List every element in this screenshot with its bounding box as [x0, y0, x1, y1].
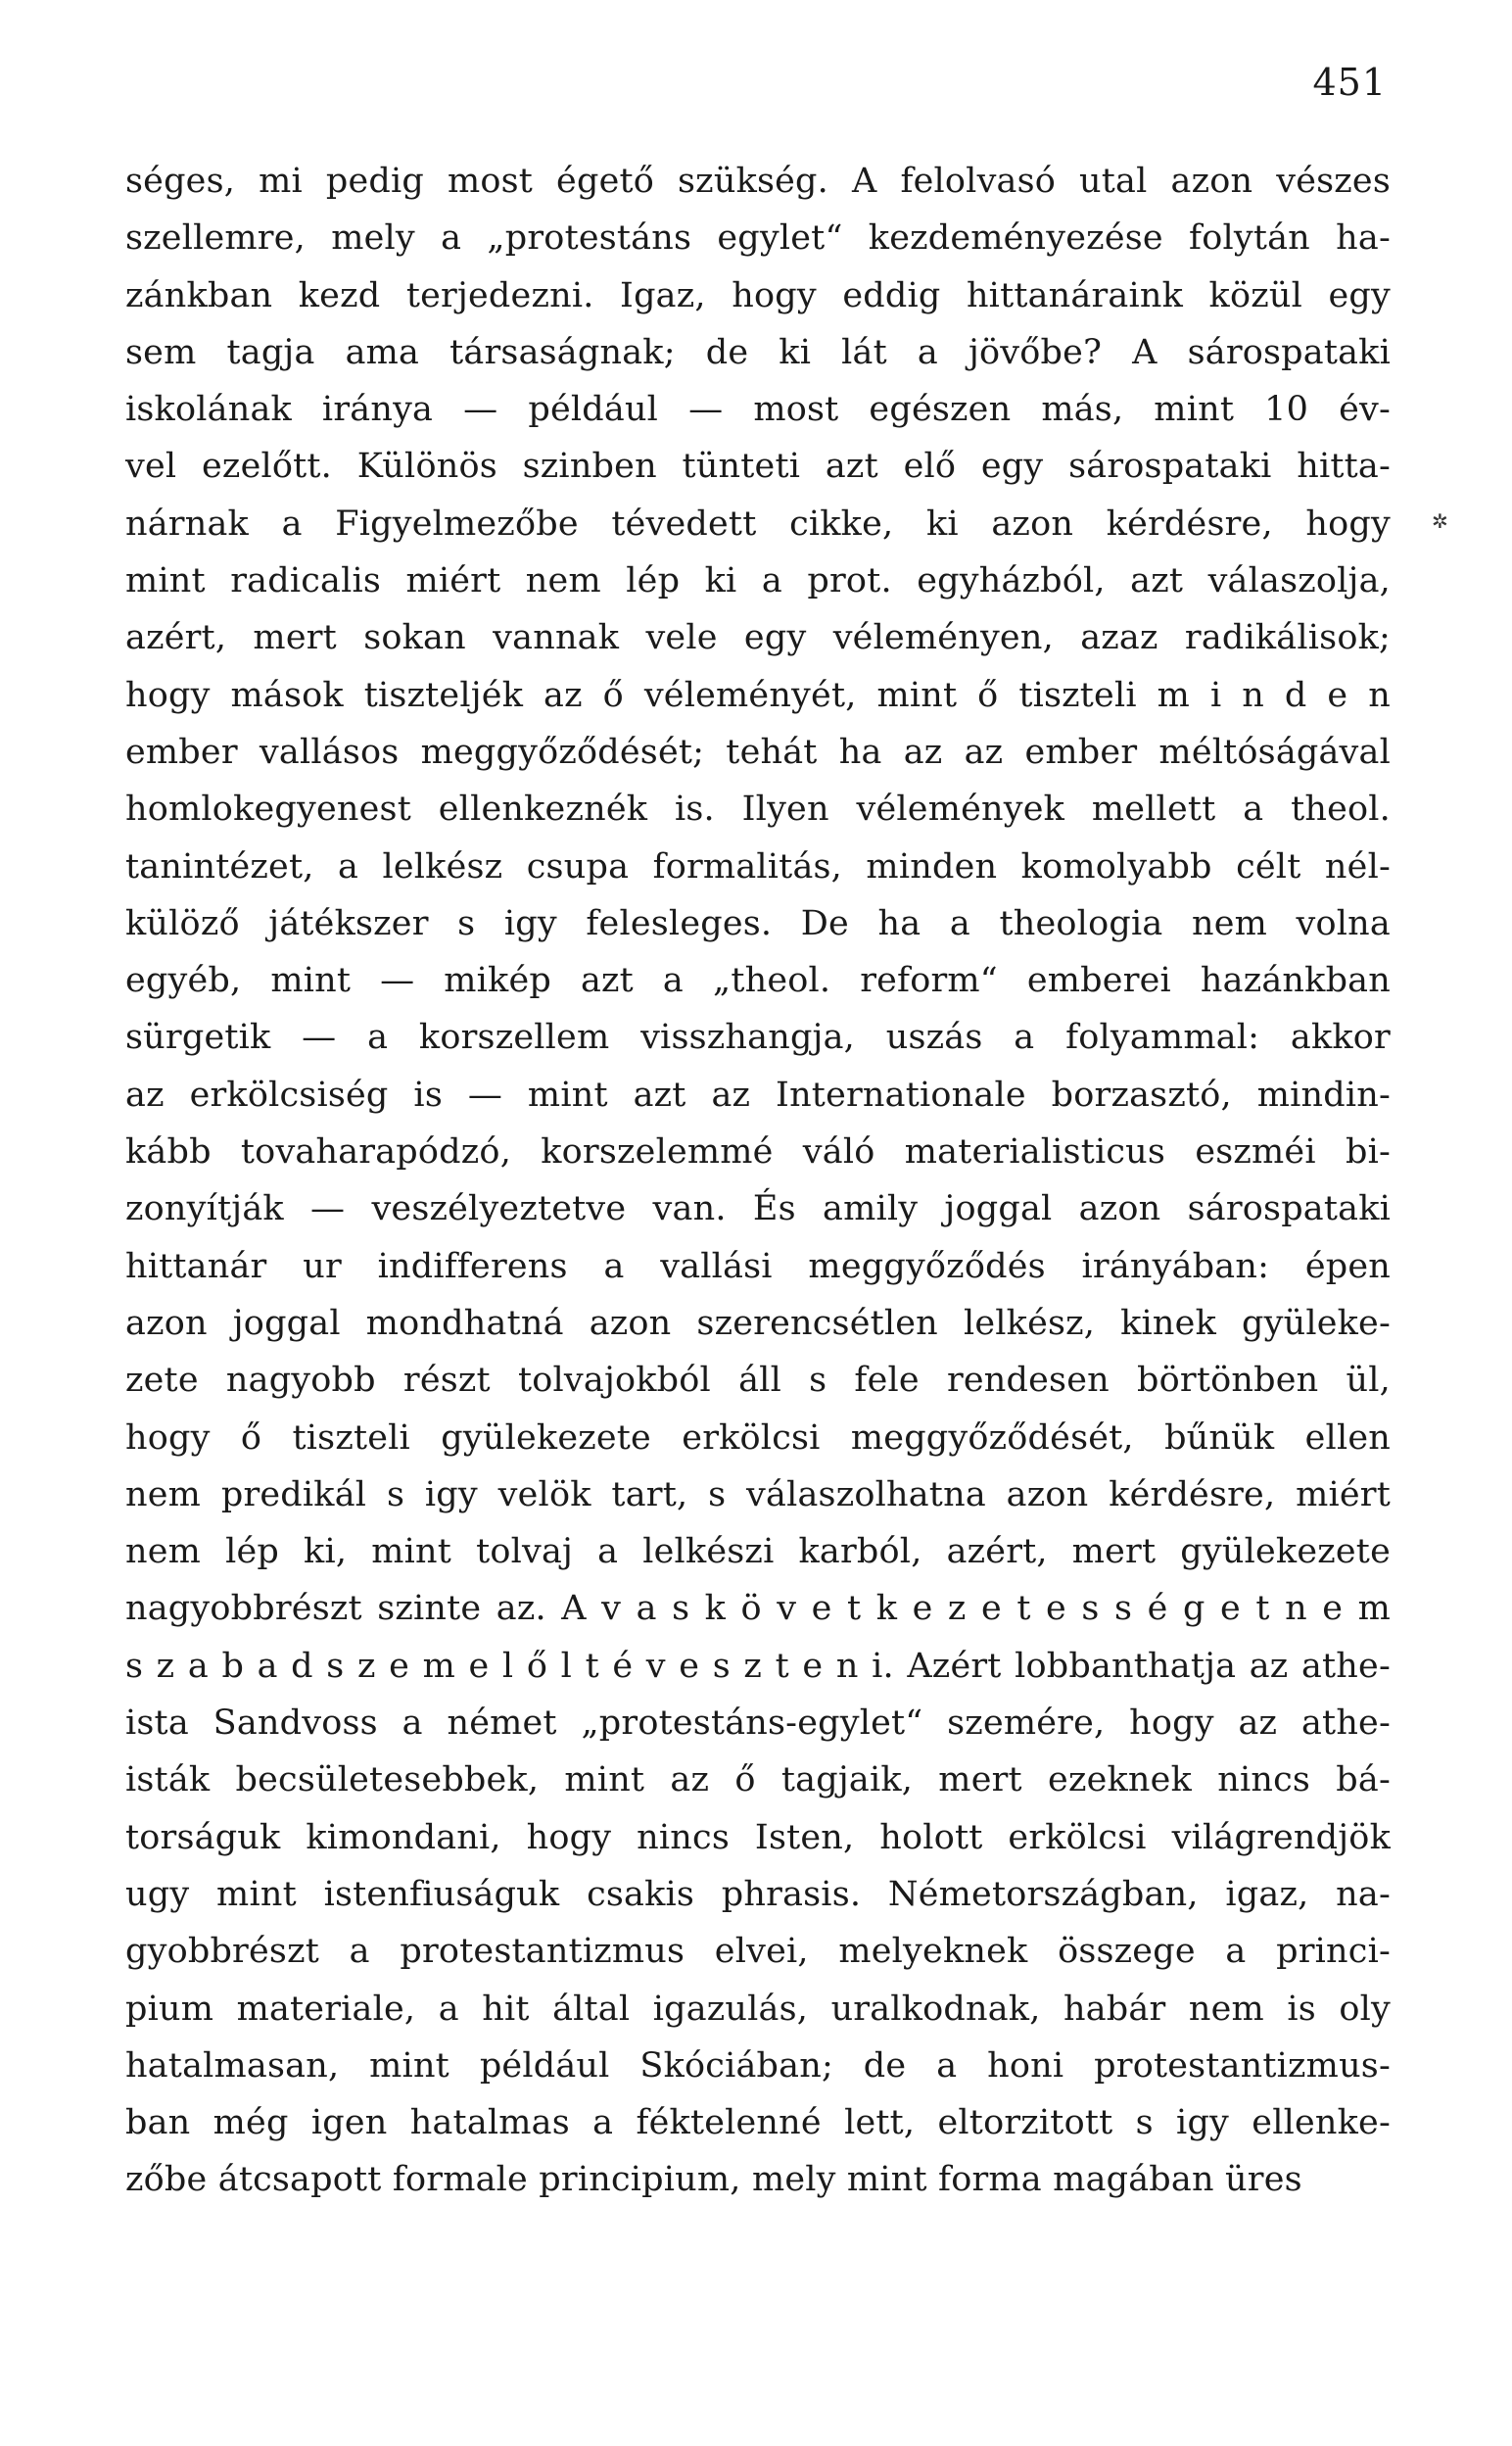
- text-line: tanintézet, a lelkész csupa formalitás, minden komolyabb célt nél-: [125, 846, 1391, 887]
- text-line: torságuk kimondani, hogy nincs Isten, holott erkölcsi világrendjök: [125, 1817, 1391, 1857]
- text-line: s z a b a d s z e m e l ő l t é v e s z t e n i. Azért lobbanthatja az athe-: [125, 1646, 1391, 1686]
- text-line: iskolának iránya — például — most egészen más, mint 10 év-: [125, 390, 1391, 430]
- text-line: hatalmasan, mint például Skóciában; de a honi protestantizmus-: [125, 2045, 1391, 2086]
- text-line: azon joggal mondhatná azon szerencsétlen lelkész, kinek gyüleke-: [125, 1303, 1391, 1343]
- text-line: nagyobbrészt szinte az. A v a s k ö v e t k e z e t e s s é g e t n e m: [125, 1589, 1391, 1629]
- text-line: sem tagja ama társaságnak; de ki lát a jövőbe? A sárospataki: [125, 332, 1391, 372]
- text-line: hogy ő tiszteli gyülekezete erkölcsi meggyőződését, bűnük ellen: [125, 1417, 1391, 1458]
- text-line: ista Sandvoss a német „protestáns-egylet“ szemére, hogy az athe-: [125, 1703, 1391, 1744]
- text-line: szellemre, mely a „protestáns egylet“ kezdeményezése folytán ha-: [125, 218, 1391, 259]
- text-line: ember vallásos meggyőződését; tehát ha az az ember méltóságával: [125, 732, 1391, 772]
- text-line: homlokegyenest ellenkeznék is. Ilyen vélemények mellett a theol.: [125, 790, 1391, 830]
- text-line: zete nagyobb részt tolvajokból áll s fele rendesen börtönben ül,: [125, 1361, 1391, 1401]
- text-line: gyobbrészt a protestantizmus elvei, melyeknek összege a princi-: [125, 1932, 1391, 1972]
- text-line: mint radicalis miért nem lép ki a prot. egyházból, azt válaszolja,: [125, 561, 1391, 601]
- text-line: kább tovaharapódzó, korszelemmé váló materialisticus eszméi bi-: [125, 1132, 1391, 1173]
- page-number: 451: [1312, 61, 1387, 104]
- text-line: nem lép ki, mint tolvaj a lelkészi karból, azért, mert gyülekezete: [125, 1532, 1391, 1572]
- text-line: sürgetik — a korszellem visszhangja, uszás a folyammal: akkor: [125, 1018, 1391, 1058]
- text-line: zonyítják — veszélyeztetve van. És amily joggal azon sárospataki: [125, 1189, 1391, 1229]
- text-line: nárnak a Figyelmezőbe tévedett cikke, ki azon kérdésre, hogy: [125, 504, 1391, 544]
- text-line: az erkölcsiség is — mint azt az Internationale borzasztó, mindin-: [125, 1075, 1391, 1115]
- margin-mark-icon: ✲: [1432, 509, 1448, 533]
- body-text: [125, 153, 1391, 2209]
- text-line: nem predikál s igy velök tart, s válaszolhatna azon kérdésre, miért: [125, 1474, 1391, 1514]
- text-line: hittanár ur indifferens a vallási meggyőződés irányában: épen: [125, 1246, 1391, 1286]
- text-line: pium materiale, a hit által igazulás, uralkodnak, habár nem is oly: [125, 1989, 1391, 2029]
- text-line: ugy mint istenfiuságuk csakis phrasis. Németországban, igaz, na-: [125, 1874, 1391, 1914]
- text-line: ban még igen hatalmas a féktelenné lett, eltorzitott s igy ellenke-: [125, 2103, 1391, 2143]
- text-line: külöző játékszer s igy felesleges. De ha a theologia nem volna: [125, 903, 1391, 943]
- text-line: zőbe átcsapott formale principium, mely mint forma magában üres: [125, 2160, 1302, 2200]
- text-line: isták becsületesebbek, mint az ő tagjaik, mert ezeknek nincs bá-: [125, 1760, 1391, 1800]
- text-line: séges, mi pedig most égető szükség. A felolvasó utal azon vészes: [125, 162, 1391, 201]
- text-line: hogy mások tiszteljék az ő véleményét, mint ő tiszteli m i n d e n: [125, 675, 1391, 715]
- text-line: zánkban kezd terjedezni. Igaz, hogy eddig hittanáraink közül egy: [125, 275, 1391, 315]
- text-line: azért, mert sokan vannak vele egy véleményen, azaz radikálisok;: [125, 618, 1391, 658]
- text-line: vel ezelőtt. Különös szinben tünteti azt elő egy sárospataki hitta-: [125, 447, 1391, 487]
- text-line: egyéb, mint — mikép azt a „theol. reform“ emberei hazánkban: [125, 961, 1391, 1001]
